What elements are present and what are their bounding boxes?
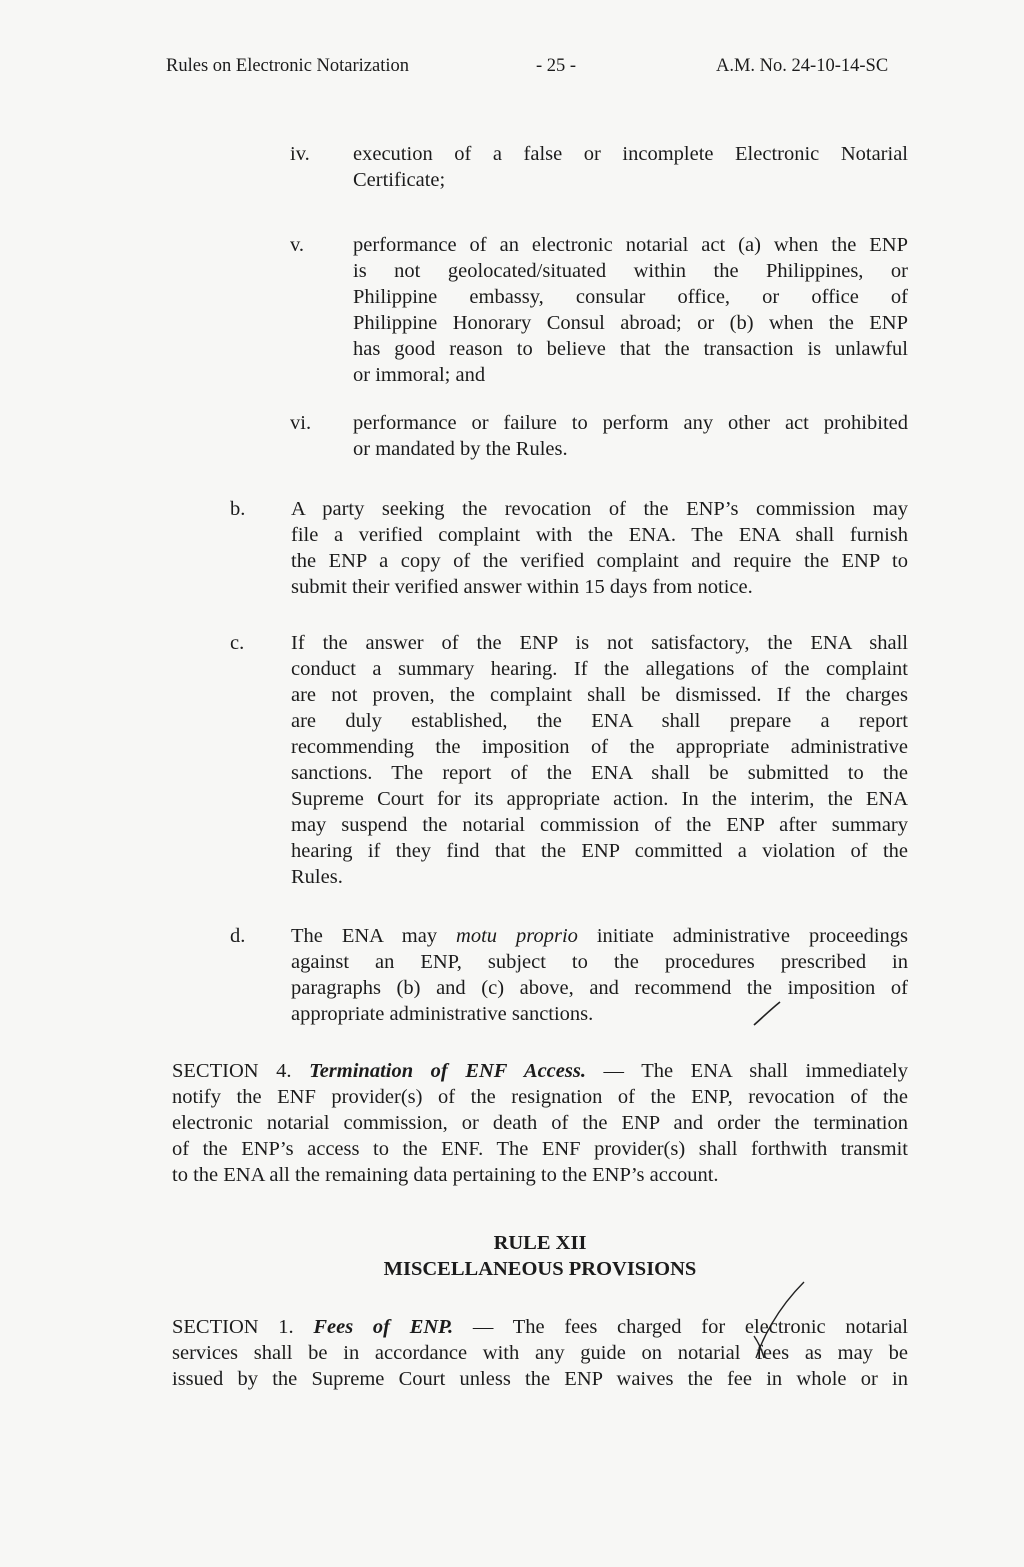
text-line: file a verified complaint with the ENA. The ENA shall furnish bbox=[291, 524, 908, 546]
section-title: Termination of ENF Access. bbox=[309, 1060, 586, 1082]
list-item-text bbox=[353, 141, 908, 193]
text-line: services shall be in accordance with any guide on notarial fees as may be bbox=[172, 1342, 908, 1364]
text-line: hearing if they find that the ENP committed a violation of the bbox=[291, 840, 908, 862]
latin-phrase: motu proprio bbox=[456, 925, 578, 947]
text-line: paragraphs (b) and (c) above, and recommend the imposition of bbox=[291, 977, 908, 999]
section-label: SECTION 1. bbox=[172, 1316, 314, 1338]
text-line: Certificate; bbox=[353, 169, 446, 191]
text-line: Philippine embassy, consular office, or office of bbox=[353, 286, 908, 308]
text-line: the ENP a copy of the verified complaint and require the ENP to bbox=[291, 550, 908, 572]
text-line: of the ENP’s access to the ENF. The ENF provider(s) shall forthwith transmit bbox=[172, 1138, 908, 1160]
text-line: notify the ENF provider(s) of the resignation of the ENP, revocation of the bbox=[172, 1086, 908, 1108]
text-line bbox=[291, 923, 908, 949]
text-line: or mandated by the Rules. bbox=[353, 438, 568, 460]
text-line: Rules. bbox=[291, 866, 343, 888]
list-marker: v. bbox=[290, 234, 305, 256]
running-header-title: Rules on Electronic Notarization bbox=[166, 56, 409, 76]
list-marker: vi. bbox=[290, 412, 312, 434]
document-number: A.M. No. 24-10-14-SC bbox=[716, 56, 889, 76]
text-run: — The ENA shall immediately bbox=[585, 1060, 908, 1082]
page-number: - 25 - bbox=[536, 56, 577, 76]
list-marker: b. bbox=[230, 498, 246, 520]
section-label: SECTION 4. bbox=[172, 1060, 310, 1082]
text-line: performance or failure to perform any other act prohibited bbox=[353, 412, 908, 434]
pen-tick-mark bbox=[752, 1000, 782, 1028]
section-title: Fees of ENP. bbox=[313, 1316, 454, 1338]
text-run: — The fees charged for electronic notarial bbox=[453, 1316, 908, 1338]
text-line: recommending the imposition of the appropriate administrative bbox=[291, 736, 908, 758]
text-line: may suspend the notarial commission of the ENP after summary bbox=[291, 814, 908, 836]
rule-number: RULE XII bbox=[493, 1232, 587, 1254]
text-line: has good reason to believe that the transaction is unlawful bbox=[353, 338, 908, 360]
list-marker: d. bbox=[230, 925, 246, 947]
text-line: against an ENP, subject to the procedures prescribed in bbox=[291, 951, 908, 973]
text-line: or immoral; and bbox=[353, 364, 486, 386]
text-line: is not geolocated/situated within the Philippines, or bbox=[353, 260, 908, 282]
list-item-text bbox=[353, 410, 908, 462]
list-item-text bbox=[353, 232, 908, 388]
list-marker: iv. bbox=[290, 143, 310, 165]
text-line: are not proven, the complaint shall be dismissed. If the charges bbox=[291, 684, 908, 706]
text-line: Philippine Honorary Consul abroad; or (b) when the ENP bbox=[353, 312, 908, 334]
text-line: appropriate administrative sanctions. bbox=[291, 1003, 594, 1025]
text-line: to the ENA all the remaining data pertaining to the ENP’s account. bbox=[172, 1164, 719, 1186]
text-line: issued by the Supreme Court unless the ENP waives the fee in whole or in bbox=[172, 1368, 908, 1390]
text-line: performance of an electronic notarial act (a) when the ENP bbox=[353, 234, 908, 256]
text-line: Supreme Court for its appropriate action. In the interim, the ENA bbox=[291, 788, 908, 810]
text-line: are duly established, the ENA shall prepare a report bbox=[291, 710, 908, 732]
rule-title: MISCELLANEOUS PROVISIONS bbox=[383, 1258, 697, 1280]
text-line: If the answer of the ENP is not satisfactory, the ENA shall bbox=[291, 632, 908, 654]
text-run: initiate administrative proceedings bbox=[577, 925, 909, 947]
section-4 bbox=[172, 1058, 908, 1188]
list-item-text bbox=[291, 496, 908, 600]
text-line: sanctions. The report of the ENA shall be submitted to the bbox=[291, 762, 908, 784]
text-run: The ENA may bbox=[291, 925, 457, 947]
text-line: conduct a summary hearing. If the allegations of the complaint bbox=[291, 658, 908, 680]
text-line bbox=[172, 1314, 908, 1340]
text-line: A party seeking the revocation of the ENP’s commission may bbox=[291, 498, 908, 520]
list-item-text bbox=[291, 630, 908, 890]
list-marker: c. bbox=[230, 632, 245, 654]
text-line: electronic notarial commission, or death of the ENP and order the termination bbox=[172, 1112, 908, 1134]
rule-heading bbox=[172, 1230, 908, 1282]
text-line bbox=[172, 1058, 908, 1084]
text-line: execution of a false or incomplete Electronic Notarial bbox=[353, 143, 908, 165]
section-1 bbox=[172, 1314, 908, 1392]
list-item-text bbox=[291, 923, 908, 1027]
text-line: submit their verified answer within 15 days from notice. bbox=[291, 576, 753, 598]
